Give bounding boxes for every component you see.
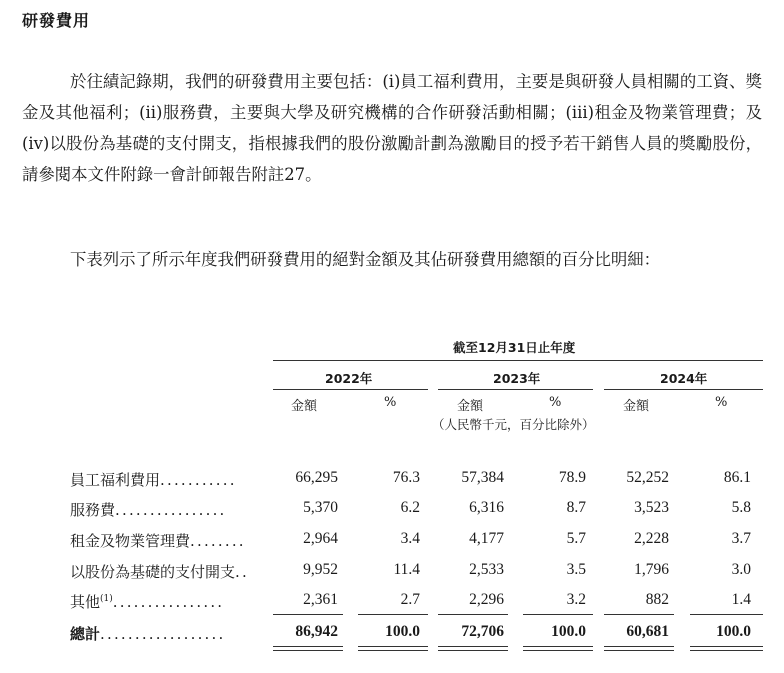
period-header: 截至12月31日止年度	[453, 340, 576, 355]
year-2024: 2024年	[660, 371, 708, 386]
subtotal-rule	[438, 614, 508, 615]
year-2022: 2022年	[325, 371, 373, 386]
table-row-label: 服務費................	[70, 501, 227, 519]
total-cell: 86,942	[295, 623, 338, 640]
table-cell: 8.7	[566, 499, 586, 516]
table-cell: 3.2	[566, 591, 586, 608]
table-cell: 76.3	[392, 469, 420, 486]
year-2024-rule	[604, 389, 763, 390]
table-cell: 2,533	[469, 561, 504, 578]
footnote-marker: (1)	[100, 594, 113, 604]
amount-label-2022: 金額	[291, 399, 318, 414]
table-intro-paragraph: 下表列示了所示年度我們研發費用的絕對金額及其佔研發費用總額的百分比明細：	[70, 250, 661, 269]
total-double-rule	[690, 646, 763, 647]
table-cell: 882	[645, 591, 669, 608]
table-cell: 3.7	[731, 530, 751, 547]
table-cell: 3.4	[400, 530, 420, 547]
table-cell: 3,523	[634, 499, 669, 516]
total-double-rule	[273, 650, 343, 651]
total-double-rule	[273, 646, 343, 647]
total-cell: 100.0	[385, 623, 420, 640]
header-rule	[273, 360, 763, 361]
table-cell: 2.7	[400, 591, 420, 608]
year-2023: 2023年	[493, 371, 541, 386]
table-cell: 6.2	[400, 499, 420, 516]
table-cell: 5,370	[303, 499, 338, 516]
table-cell: 2,361	[303, 591, 338, 608]
amount-label-2024: 金額	[623, 399, 650, 414]
amount-label-2023: 金額	[457, 399, 484, 414]
subtotal-rule	[604, 614, 674, 615]
total-double-rule	[523, 646, 593, 647]
year-2022-rule	[273, 389, 428, 390]
table-cell: 2,296	[469, 591, 504, 608]
table-cell: 52,252	[626, 469, 669, 486]
table-cell: 2,228	[634, 530, 669, 547]
total-cell: 100.0	[716, 623, 751, 640]
unit-note: （人民幣千元，百分比除外）	[432, 417, 595, 432]
section-heading: 研發費用	[22, 11, 91, 30]
table-cell: 78.9	[558, 469, 586, 486]
total-double-rule	[523, 650, 593, 651]
table-cell: 86.1	[723, 469, 751, 486]
total-row-label: 總計..................	[70, 625, 226, 643]
table-cell: 2,964	[303, 530, 338, 547]
total-cell: 100.0	[551, 623, 586, 640]
total-cell: 72,706	[461, 623, 504, 640]
subtotal-rule	[358, 614, 428, 615]
year-2023-rule	[438, 389, 593, 390]
total-double-rule	[690, 650, 763, 651]
total-double-rule	[438, 646, 508, 647]
subtotal-rule	[523, 614, 593, 615]
table-cell: 1,796	[634, 561, 669, 578]
percent-label-2023: %	[549, 395, 562, 410]
table-cell: 3.5	[566, 561, 586, 578]
total-double-rule	[604, 650, 674, 651]
total-double-rule	[438, 650, 508, 651]
total-cell: 60,681	[626, 623, 669, 640]
table-cell: 6,316	[469, 499, 504, 516]
table-cell: 5.7	[566, 530, 586, 547]
table-cell: 1.4	[731, 591, 751, 608]
total-double-rule	[358, 646, 428, 647]
intro-paragraph: 於往績記錄期，我們的研發費用主要包括：(i)員工福利費用，主要是與研發人員相關的工資、獎金及其他福利；(ii)服務費，主要與大學及研究機構的合作研發活動相關；(iii)租金及物業管理費；及(iv)以股份為基礎的支付開支，指根據我們的股份激勵計劃為激勵目的授予若干銷售人員的獎勵股份，請參閱本文件附錄一會計師報告附註27。	[22, 72, 762, 184]
table-cell: 11.4	[393, 561, 420, 578]
table-cell: 57,384	[461, 469, 504, 486]
total-double-rule	[604, 646, 674, 647]
table-row-label: 以股份為基礎的支付開支..	[70, 563, 249, 581]
table-row-label: 員工福利費用...........	[70, 471, 237, 489]
subtotal-rule	[690, 614, 763, 615]
table-cell: 66,295	[295, 469, 338, 486]
table-row-label: 租金及物業管理費........	[70, 532, 246, 550]
table-cell: 9,952	[303, 561, 338, 578]
table-cell: 5.8	[731, 499, 751, 516]
subtotal-rule	[273, 614, 343, 615]
total-double-rule	[358, 650, 428, 651]
table-cell: 4,177	[469, 530, 504, 547]
percent-label-2022: %	[384, 395, 397, 410]
table-row-label: 其他$^{(1)}$................	[70, 593, 225, 611]
table-cell: 3.0	[731, 561, 751, 578]
percent-label-2024: %	[715, 395, 728, 410]
